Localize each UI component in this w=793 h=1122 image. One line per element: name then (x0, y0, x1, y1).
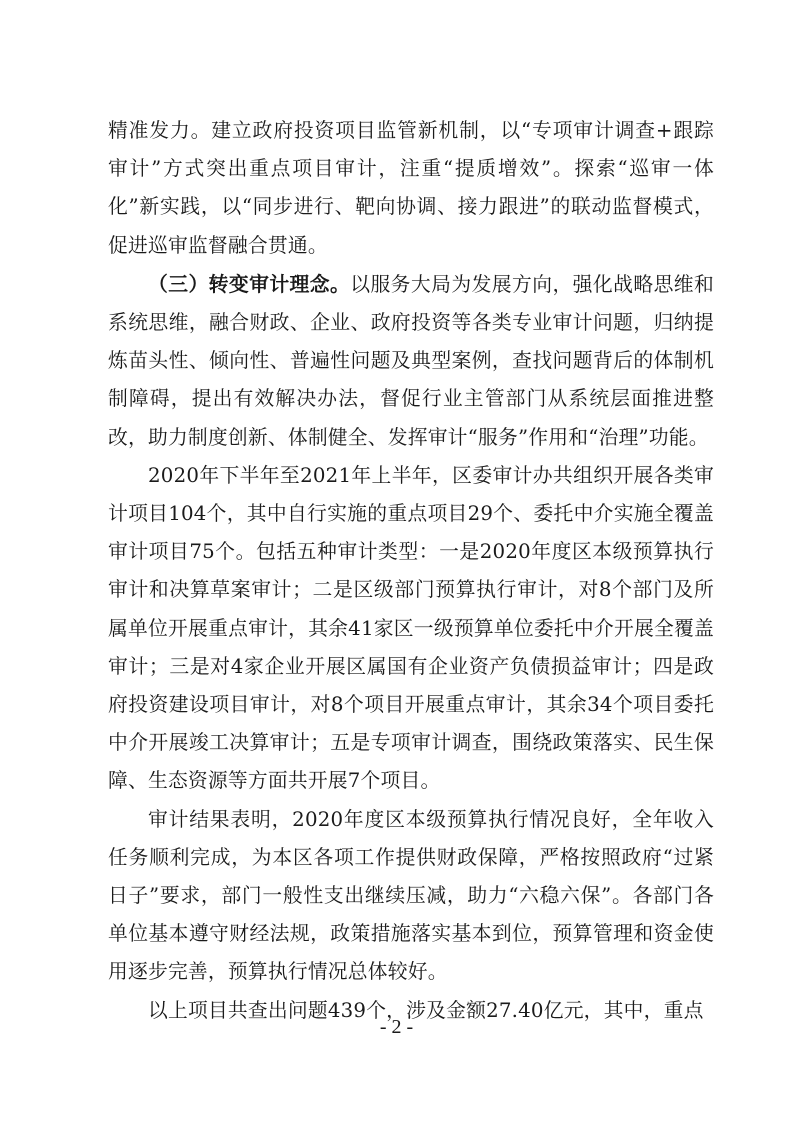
paragraph-audit-projects: 2020年下半年至2021年上半年，区委审计办共组织开展各类审计项目104个，其中自行实施的重点项目29个、委托中介实施全覆盖审计项目75个。包括五种审计类型：一是2020年度区本级预算执行审计和决算草案审计；二是区级部门预算执行审计，对8个部门及所属单位开展重点审计，其余41家区一级预算单位委托中介开展全覆盖审计；三是对4家企业开展区属国有企业资产负债损益审计；四是政府投资建设项目审计，对8个项目开展重点审计，其余34个项目委托中介开展竣工决算审计；五是专项审计调查，围绕政策落实、民生保障、生态资源等方面共开展7个项目。 (108, 463, 714, 793)
paragraph-audit-results: 审计结果表明，2020年度区本级预算执行情况良好，全年收入任务顺利完成，为本区各项工作提供财政保障，严格按照政府“过紧日子”要求，部门一般性支出继续压减，助力“六稳六保”。各部门各单位基本遵守财经法规，政策措施落实基本到位，预算管理和资金使用逐步完善，预算执行情况总体较好。 (108, 807, 714, 984)
paragraph-issues-found: 以上项目共查出问题439个，涉及金额27.40亿元，其中，重点 (148, 998, 704, 1022)
paragraph-text: 以服务大局为发展方向，强化战略思维和系统思维，融合财政、企业、政府投资等各类专业审计问题，归纳提炼苗头性、倾向性、普遍性问题及典型案例，查找问题背后的体制机制障碍，提出有效解决办法，督促行业主管部门从系统层面推进整改，助力制度创新、体制健全、发挥审计“服务”作用和“治理”功能。 (108, 272, 714, 449)
paragraph-continued: 精准发力。建立政府投资项目监管新机制，以“专项审计调查+跟踪审计”方式突出重点项目审计，注重“提质增效”。探索“巡审一体化”新实践，以“同步进行、靶向协调、接力跟进”的联动监督模式，促进巡审监督融合贯通。 (108, 119, 714, 257)
section-heading: （三）转变审计理念。 (148, 271, 351, 296)
paragraph-transform-audit-philosophy (108, 265, 714, 457)
document-body (108, 112, 714, 1030)
page-number: - 2 - (379, 1016, 414, 1038)
